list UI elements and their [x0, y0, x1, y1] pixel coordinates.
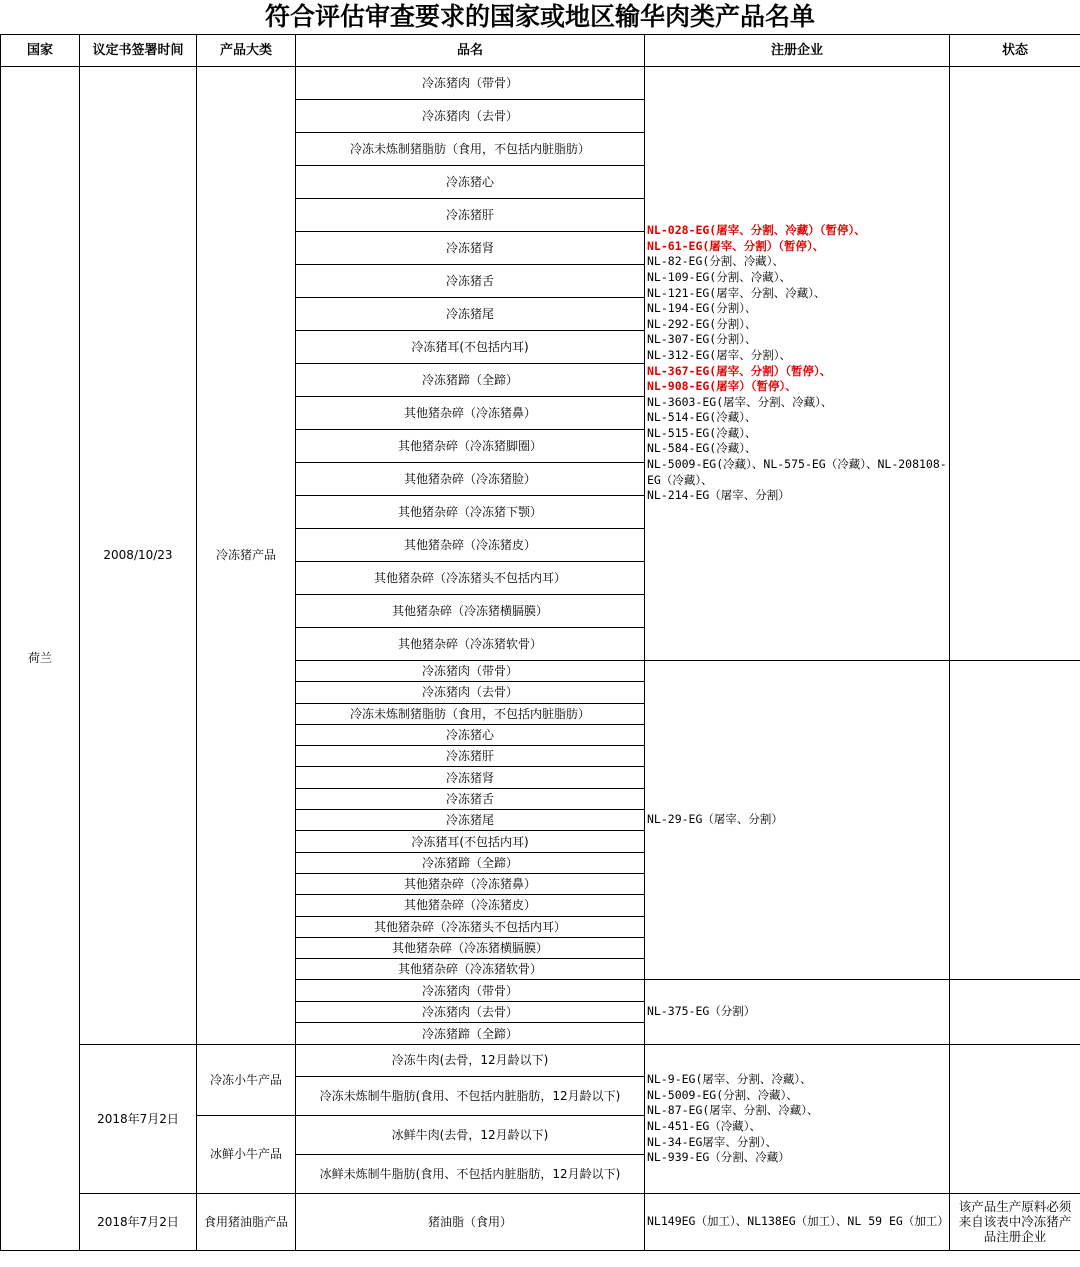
product-name-cell: 冷冻猪肉（带骨） [296, 67, 645, 100]
product-name-cell: 冷冻猪耳(不包括内耳) [296, 831, 645, 852]
status-cell [950, 67, 1080, 661]
status-note-cell: 该产品生产原料必须来自该表中冷冻猪产品注册企业 [950, 1193, 1080, 1250]
product-name-cell: 冰鲜未炼制牛脂肪(食用、不包括内脏脂肪，12月龄以下) [296, 1154, 645, 1193]
enterprise-item: NL-121-EG(屠宰、分割、冷藏）、 [647, 285, 826, 300]
enterprise-item-suspended: NL-028-EG(屠宰、分割、冷藏）（暂停）、 [647, 223, 866, 238]
product-name-cell: 冷冻牛肉(去骨，12月龄以下) [296, 1044, 645, 1076]
status-cell [950, 980, 1080, 1045]
product-name-cell: 猪油脂（食用） [296, 1193, 645, 1250]
header-enterprise: 注册企业 [645, 35, 950, 67]
enterprise-item: NL-375-EG（分割） [647, 1004, 756, 1019]
enterprise-item: NL-451-EG（冷藏）、 [647, 1118, 762, 1133]
header-status: 状态 [950, 35, 1080, 67]
enterprise-item-suspended: NL-61-EG(屠宰、分割）（暂停）、 [647, 238, 825, 253]
product-name-cell: 其他猪杂碎（冷冻猪皮） [296, 529, 645, 562]
header-category: 产品大类 [197, 35, 296, 67]
product-name-cell: 冰鲜牛肉(去骨，12月龄以下) [296, 1115, 645, 1154]
enterprise-item: NL-109-EG(分割、冷藏）、 [647, 269, 791, 284]
product-name-cell: 冷冻猪尾 [296, 810, 645, 831]
product-name-cell: 冷冻猪肉（带骨） [296, 661, 645, 682]
enterprise-item: NL-312-EG(屠宰、分割）、 [647, 347, 791, 362]
category-cell: 冷冻小牛产品 [197, 1044, 296, 1115]
enterprise-item-suspended: NL-908-EG(屠宰）（暂停）、 [647, 379, 797, 394]
enterprise-list-cell [645, 1193, 950, 1250]
header-product-name: 品名 [296, 35, 645, 67]
enterprise-item: NL149EG（加工）、NL138EG（加工）、NL 59 EG（加工） [647, 1214, 949, 1229]
product-name-cell: 其他猪杂碎（冷冻猪软骨） [296, 959, 645, 980]
product-name-cell: 冷冻猪肉（去骨） [296, 1001, 645, 1023]
enterprise-item: NL-5009-EG(冷藏）、NL-575-EG（冷藏）、NL-208108-EG（冷藏）、 [647, 457, 947, 487]
enterprise-item: NL-5009-EG(分割、冷藏）、 [647, 1087, 798, 1102]
product-name-cell: 其他猪杂碎（冷冻猪头不包括内耳） [296, 916, 645, 937]
enterprise-item: NL-307-EG(分割）、 [647, 332, 757, 347]
status-cell [950, 1044, 1080, 1193]
product-name-cell: 冷冻猪肾 [296, 767, 645, 788]
enterprise-item: NL-34-EG屠宰、分割）、 [647, 1134, 778, 1149]
product-name-cell: 冷冻猪肝 [296, 746, 645, 767]
enterprise-list-cell [645, 1044, 950, 1193]
product-name-cell: 其他猪杂碎（冷冻猪脸） [296, 463, 645, 496]
header-row [1, 35, 1080, 67]
table-row [1, 1044, 1080, 1076]
product-name-cell: 其他猪杂碎（冷冻猪横膈膜） [296, 937, 645, 958]
table-row [1, 1193, 1080, 1250]
enterprise-list-cell [645, 661, 950, 980]
table-row [1, 67, 1080, 100]
document-title: 符合评估审查要求的国家或地区输华肉类产品名单 [264, 2, 815, 31]
product-name-cell: 冷冻猪舌 [296, 265, 645, 298]
product-name-cell: 其他猪杂碎（冷冻猪鼻） [296, 873, 645, 894]
product-name-cell: 冷冻猪蹄（全蹄） [296, 1023, 645, 1045]
product-name-cell: 冷冻猪舌 [296, 788, 645, 809]
product-name-cell: 冷冻猪肉（去骨） [296, 100, 645, 133]
header-country: 国家 [1, 35, 80, 67]
product-name-cell: 冷冻猪肾 [296, 232, 645, 265]
enterprise-item: NL-515-EG(冷藏）、 [647, 425, 757, 440]
header-protocol-date: 议定书签署时间 [80, 35, 197, 67]
product-name-cell: 冷冻未炼制牛脂肪(食用、不包括内脏脂肪，12月龄以下) [296, 1076, 645, 1115]
status-cell [950, 661, 1080, 980]
product-name-cell: 冷冻猪心 [296, 724, 645, 745]
enterprise-list-cell [645, 67, 950, 661]
enterprise-item: NL-292-EG(分割）、 [647, 316, 757, 331]
enterprise-item: NL-584-EG(冷藏）、 [647, 441, 757, 456]
category-cell: 冷冻猪产品 [197, 67, 296, 1045]
enterprise-item: NL-214-EG（屠宰、分割） [647, 488, 790, 503]
product-name-cell: 其他猪杂碎（冷冻猪下颚） [296, 496, 645, 529]
country-cell: 荷兰 [1, 67, 80, 1251]
enterprise-item: NL-514-EG(冷藏）、 [647, 410, 757, 425]
protocol-date-cell: 2018年7月2日 [80, 1193, 197, 1250]
product-name-cell: 其他猪杂碎（冷冻猪皮） [296, 895, 645, 916]
protocol-date-cell: 2008/10/23 [80, 67, 197, 1045]
product-name-cell: 冷冻猪心 [296, 166, 645, 199]
enterprise-list-cell [645, 980, 950, 1045]
enterprise-item: NL-87-EG(屠宰、分割、冷藏）、 [647, 1103, 819, 1118]
product-name-cell: 冷冻未炼制猪脂肪（食用，不包括内脏脂肪） [296, 133, 645, 166]
product-name-cell: 冷冻猪尾 [296, 298, 645, 331]
product-name-cell: 冷冻猪蹄（全蹄） [296, 852, 645, 873]
product-name-cell: 冷冻猪肝 [296, 199, 645, 232]
category-cell: 食用猪油脂产品 [197, 1193, 296, 1250]
product-name-cell: 其他猪杂碎（冷冻猪软骨） [296, 628, 645, 661]
enterprise-item: NL-939-EG（分割、冷藏） [647, 1150, 790, 1165]
enterprise-item: NL-9-EG(屠宰、分割、冷藏）、 [647, 1072, 812, 1087]
product-name-cell: 其他猪杂碎（冷冻猪脚圈） [296, 430, 645, 463]
category-cell: 冰鲜小牛产品 [197, 1115, 296, 1193]
enterprise-item: NL-3603-EG(屠宰、分割、冷藏）、 [647, 394, 833, 409]
enterprise-item: NL-82-EG(分割、冷藏）、 [647, 254, 785, 269]
product-name-cell: 其他猪杂碎（冷冻猪横膈膜） [296, 595, 645, 628]
product-name-cell: 其他猪杂碎（冷冻猪头不包括内耳） [296, 562, 645, 595]
product-list-table [0, 34, 1080, 1251]
product-name-cell: 冷冻猪肉（带骨） [296, 980, 645, 1002]
product-name-cell: 其他猪杂碎（冷冻猪鼻） [296, 397, 645, 430]
product-name-cell: 冷冻未炼制猪脂肪（食用，不包括内脏脂肪） [296, 703, 645, 724]
product-name-cell: 冷冻猪耳(不包括内耳) [296, 331, 645, 364]
product-name-cell: 冷冻猪肉（去骨） [296, 682, 645, 703]
product-name-cell: 冷冻猪蹄（全蹄） [296, 364, 645, 397]
enterprise-item-suspended: NL-367-EG(屠宰、分割）（暂停）、 [647, 363, 832, 378]
enterprise-item: NL-29-EG（屠宰、分割） [647, 812, 783, 827]
protocol-date-cell: 2018年7月2日 [80, 1044, 197, 1193]
enterprise-item: NL-194-EG(分割）、 [647, 301, 757, 316]
